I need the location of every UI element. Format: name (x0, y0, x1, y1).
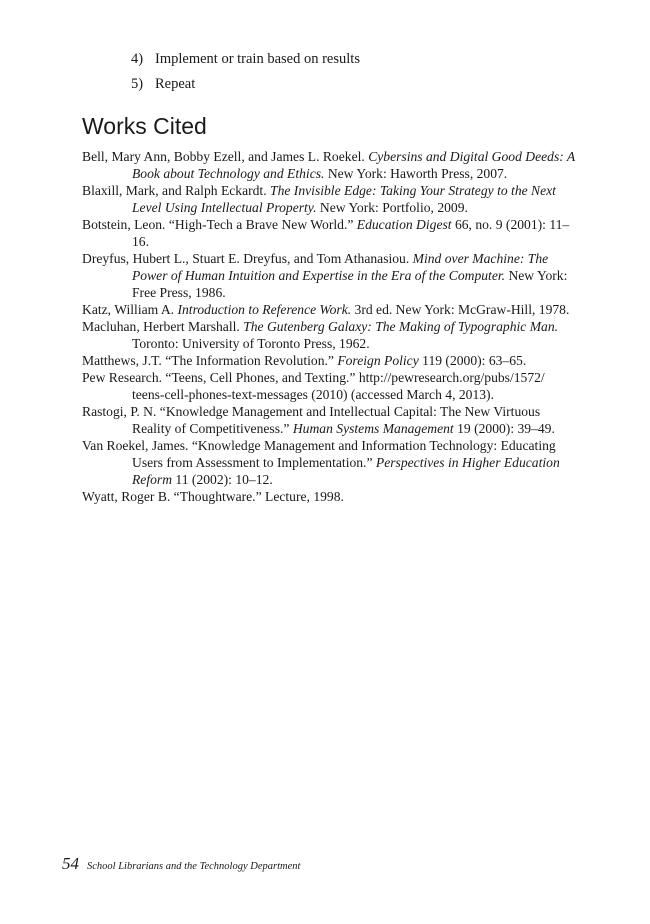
citation-text: Katz, William A. (82, 302, 178, 317)
running-title: School Librarians and the Technology Department (87, 861, 301, 872)
citation-text: New York: Portfolio, 2009. (316, 200, 468, 215)
list-item-text: Repeat (155, 76, 196, 92)
citation-entry (82, 352, 577, 369)
citation-text: 19 (2000): 39–49. (453, 421, 555, 436)
citation-text: Pew Research. “Teens, Cell Phones, and Texting.” http://pewresearch.org/pubs/1572/ teens-cell-phones-text-messages (2010) (accessed March 4, 2013). (82, 370, 545, 402)
list-item (131, 47, 360, 72)
citation-title: The Invisible Edge: Taking Your Strategy to the Next Level Using Intellectual Property. (132, 183, 556, 215)
citation-text: 66, no. 9 (2001): 11–16. (132, 217, 570, 249)
page-footer (62, 854, 300, 874)
citation-entry (82, 403, 577, 437)
citation-entry (82, 148, 577, 182)
list-item (131, 72, 360, 97)
section-heading: Works Cited (82, 113, 207, 139)
citation-entry (82, 216, 577, 250)
citation-entry (82, 437, 577, 488)
citation-text: Wyatt, Roger B. “Thoughtware.” Lecture, 1998. (82, 489, 344, 504)
citation-title: The Gutenberg Galaxy: The Making of Typographic Man. (243, 319, 559, 334)
citation-entry (82, 250, 577, 301)
citation-title: Perspectives in Higher Education Reform (132, 455, 560, 487)
citation-text: Rastogi, P. N. “Knowledge Management and Intellectual Capital: The New Virtuous Reality of Competitiveness.” (82, 404, 541, 436)
citation-text: 11 (2002): 10–12. (172, 472, 273, 487)
citation-title: Cybersins and Digital Good Deeds: A Book about Technology and Ethics. (132, 149, 575, 181)
works-cited-list (82, 148, 577, 505)
citation-entry (82, 369, 577, 403)
citation-text: Blaxill, Mark, and Ralph Eckardt. (82, 183, 271, 198)
list-item-number: 4) (131, 51, 144, 67)
citation-entry (82, 301, 577, 318)
page-number: 54 (62, 854, 79, 873)
citation-title: Education Digest (356, 217, 452, 232)
citation-text: Toronto: University of Toronto Press, 1962. (132, 336, 370, 351)
citation-text: New York: Haworth Press, 2007. (324, 166, 508, 181)
citation-title: Human Systems Management (292, 421, 454, 436)
citation-text: Macluhan, Herbert Marshall. (82, 319, 244, 334)
citation-text: Botstein, Leon. “High-Tech a Brave New World.” (82, 217, 357, 232)
citation-title: Foreign Policy (337, 353, 419, 368)
numbered-list (131, 47, 360, 97)
citation-text: Dreyfus, Hubert L., Stuart E. Dreyfus, and Tom Athanasiou. (82, 251, 413, 266)
citation-entry (82, 488, 577, 505)
list-item-number: 5) (131, 76, 144, 92)
list-item-text: Implement or train based on results (155, 51, 360, 67)
citation-text: 119 (2000): 63–65. (418, 353, 527, 368)
citation-title: Introduction to Reference Work. (177, 302, 352, 317)
citation-text: Matthews, J.T. “The Information Revolution.” (82, 353, 338, 368)
citation-entry (82, 318, 577, 352)
citation-text: Bell, Mary Ann, Bobby Ezell, and James L. Roekel. (82, 149, 369, 164)
citation-text: 3rd ed. New York: McGraw-Hill, 1978. (351, 302, 570, 317)
citation-title: Mind over Machine: The Power of Human Intuition and Expertise in the Era of the Computer. (132, 251, 549, 283)
citation-entry (82, 182, 577, 216)
citation-text: Van Roekel, James. “Knowledge Management and Information Technology: Educating Users from Assessment to Implementation.” (82, 438, 556, 470)
citation-text: New York: Free Press, 1986. (132, 268, 568, 300)
